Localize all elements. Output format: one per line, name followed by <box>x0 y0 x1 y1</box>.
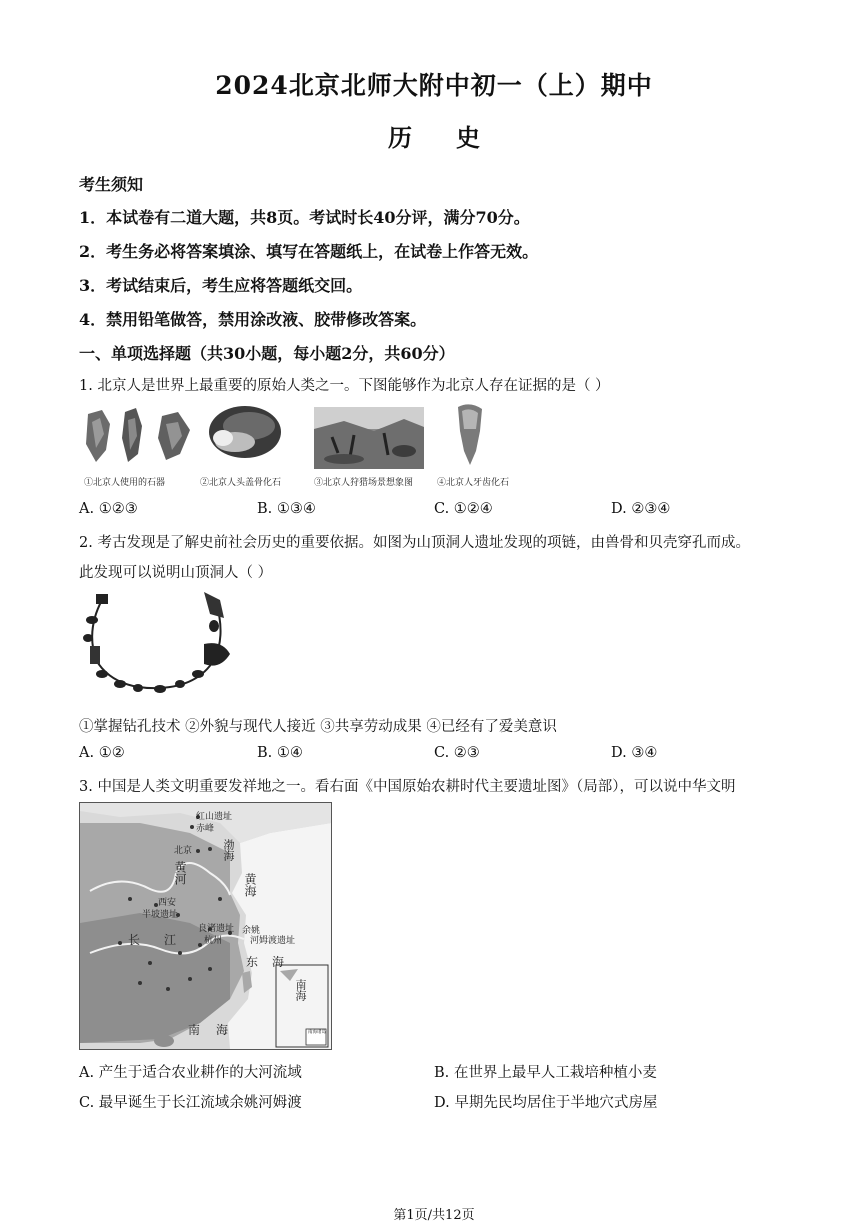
q1-option-b: B. ①③④ <box>257 501 316 517</box>
q1-option-d: D. ②③④ <box>611 501 671 517</box>
hunting-scene-image <box>314 407 424 469</box>
q2-option-d: D. ③④ <box>611 745 658 761</box>
q3-option-c: C. 最早诞生于长江流域余姚河姆渡 <box>79 1095 302 1111</box>
map-label-beijing: 北京 <box>174 846 193 856</box>
notice-item: 4．禁用铅笔做答，禁用涂改液、胶带修改答案。 <box>79 310 427 329</box>
subject-char-2: 史 <box>456 123 480 152</box>
map-label-liangzhu: 良渚遗址 <box>198 924 235 934</box>
map-label-hemudu: 河姆渡遗址 <box>250 936 296 946</box>
notice-item: 1．本试卷有二道大题，共8页。考试时长40分评，满分70分。 <box>79 208 530 227</box>
map-label-changjiang: 长江 <box>128 933 201 947</box>
stone-tools-image <box>80 404 205 469</box>
question-2-stem: 2. 考古发现是了解史前社会历史的重要依据。如图为山顶洞人遗址发现的项链，由兽骨和贝壳穿孔而成。 <box>79 535 750 551</box>
notice-heading: 考生须知 <box>79 175 144 194</box>
subject-title <box>0 118 868 153</box>
q3-option-d: D. 早期先民均居住于半地穴式房屋 <box>434 1095 658 1111</box>
q2-option-c: C. ②③ <box>434 745 480 761</box>
question-1-stem: 1. 北京人是世界上最重要的原始人类之一。下图能够作为北京人存在证据的是（ ） <box>79 378 610 394</box>
map-label-hongshan: 红山遗址 <box>196 812 233 822</box>
map-label-inset-nanhai: 南海 <box>294 979 307 1001</box>
page-number: 第1页/共12页 <box>393 1208 475 1223</box>
question-3-stem: 3. 中国是人类文明重要发祥地之一。看右面《中国原始农耕时代主要遗址图》（局部），可以说中华文明 <box>79 779 736 795</box>
tooth-fossil-image <box>450 403 490 469</box>
map-label-banpo: 半坡遗址 <box>142 910 179 920</box>
map-label-inset-note: 南海诸岛 <box>308 1030 326 1035</box>
caption-stone-tools: ①北京人使用的石器 <box>84 478 166 488</box>
map-label-bohai: 渤海 <box>222 839 235 861</box>
map-label-xian: 西安 <box>158 898 177 908</box>
q1-option-a: A. ①②③ <box>79 501 138 517</box>
map-label-donghai: 东海 <box>246 955 299 969</box>
map-label-huanghe: 黄河 <box>173 861 187 885</box>
q3-option-a: A. 产生于适合农业耕作的大河流域 <box>79 1065 302 1081</box>
q2-option-b: B. ①④ <box>257 745 303 761</box>
question-2-stem-cont: 此发现可以说明山顶洞人（ ） <box>79 565 273 581</box>
q1-option-c: C. ①②④ <box>434 501 493 517</box>
page-title: 2024北京北师大附中初一（上）期中 <box>215 71 653 100</box>
map-label-yuyao: 余姚 <box>242 926 261 936</box>
neolithic-sites-map <box>79 802 332 1050</box>
q3-option-b: B. 在世界上最早人工栽培种植小麦 <box>434 1065 657 1081</box>
map-label-chifeng: 赤峰 <box>196 824 215 834</box>
caption-tooth-fossil: ④北京人牙齿化石 <box>437 478 510 488</box>
map-label-hangzhou: 杭州 <box>204 936 223 946</box>
map-label-nanhai: 南海 <box>188 1023 245 1037</box>
necklace-image <box>80 590 238 702</box>
notice-item: 2．考生务必将答案填涂、填写在答题纸上，在试卷上作答无效。 <box>79 242 539 261</box>
skull-fossil-image <box>205 402 285 470</box>
map-label-huanghai: 黄海 <box>243 873 257 897</box>
notice-item: 3．考试结束后，考生应将答题纸交回。 <box>79 276 363 295</box>
subject-char-1: 历 <box>388 123 412 152</box>
q2-statements: ①掌握钻孔技术 ②外貌与现代人接近 ③共享劳动成果 ④已经有了爱美意识 <box>79 719 557 735</box>
caption-hunting-scene: ③北京人狩猎场景想象图 <box>314 478 414 488</box>
section-heading: 一、单项选择题（共30小题，每小题2分，共60分） <box>79 344 455 363</box>
caption-skull-fossil: ②北京人头盖骨化石 <box>200 478 282 488</box>
q2-option-a: A. ①② <box>79 745 125 761</box>
